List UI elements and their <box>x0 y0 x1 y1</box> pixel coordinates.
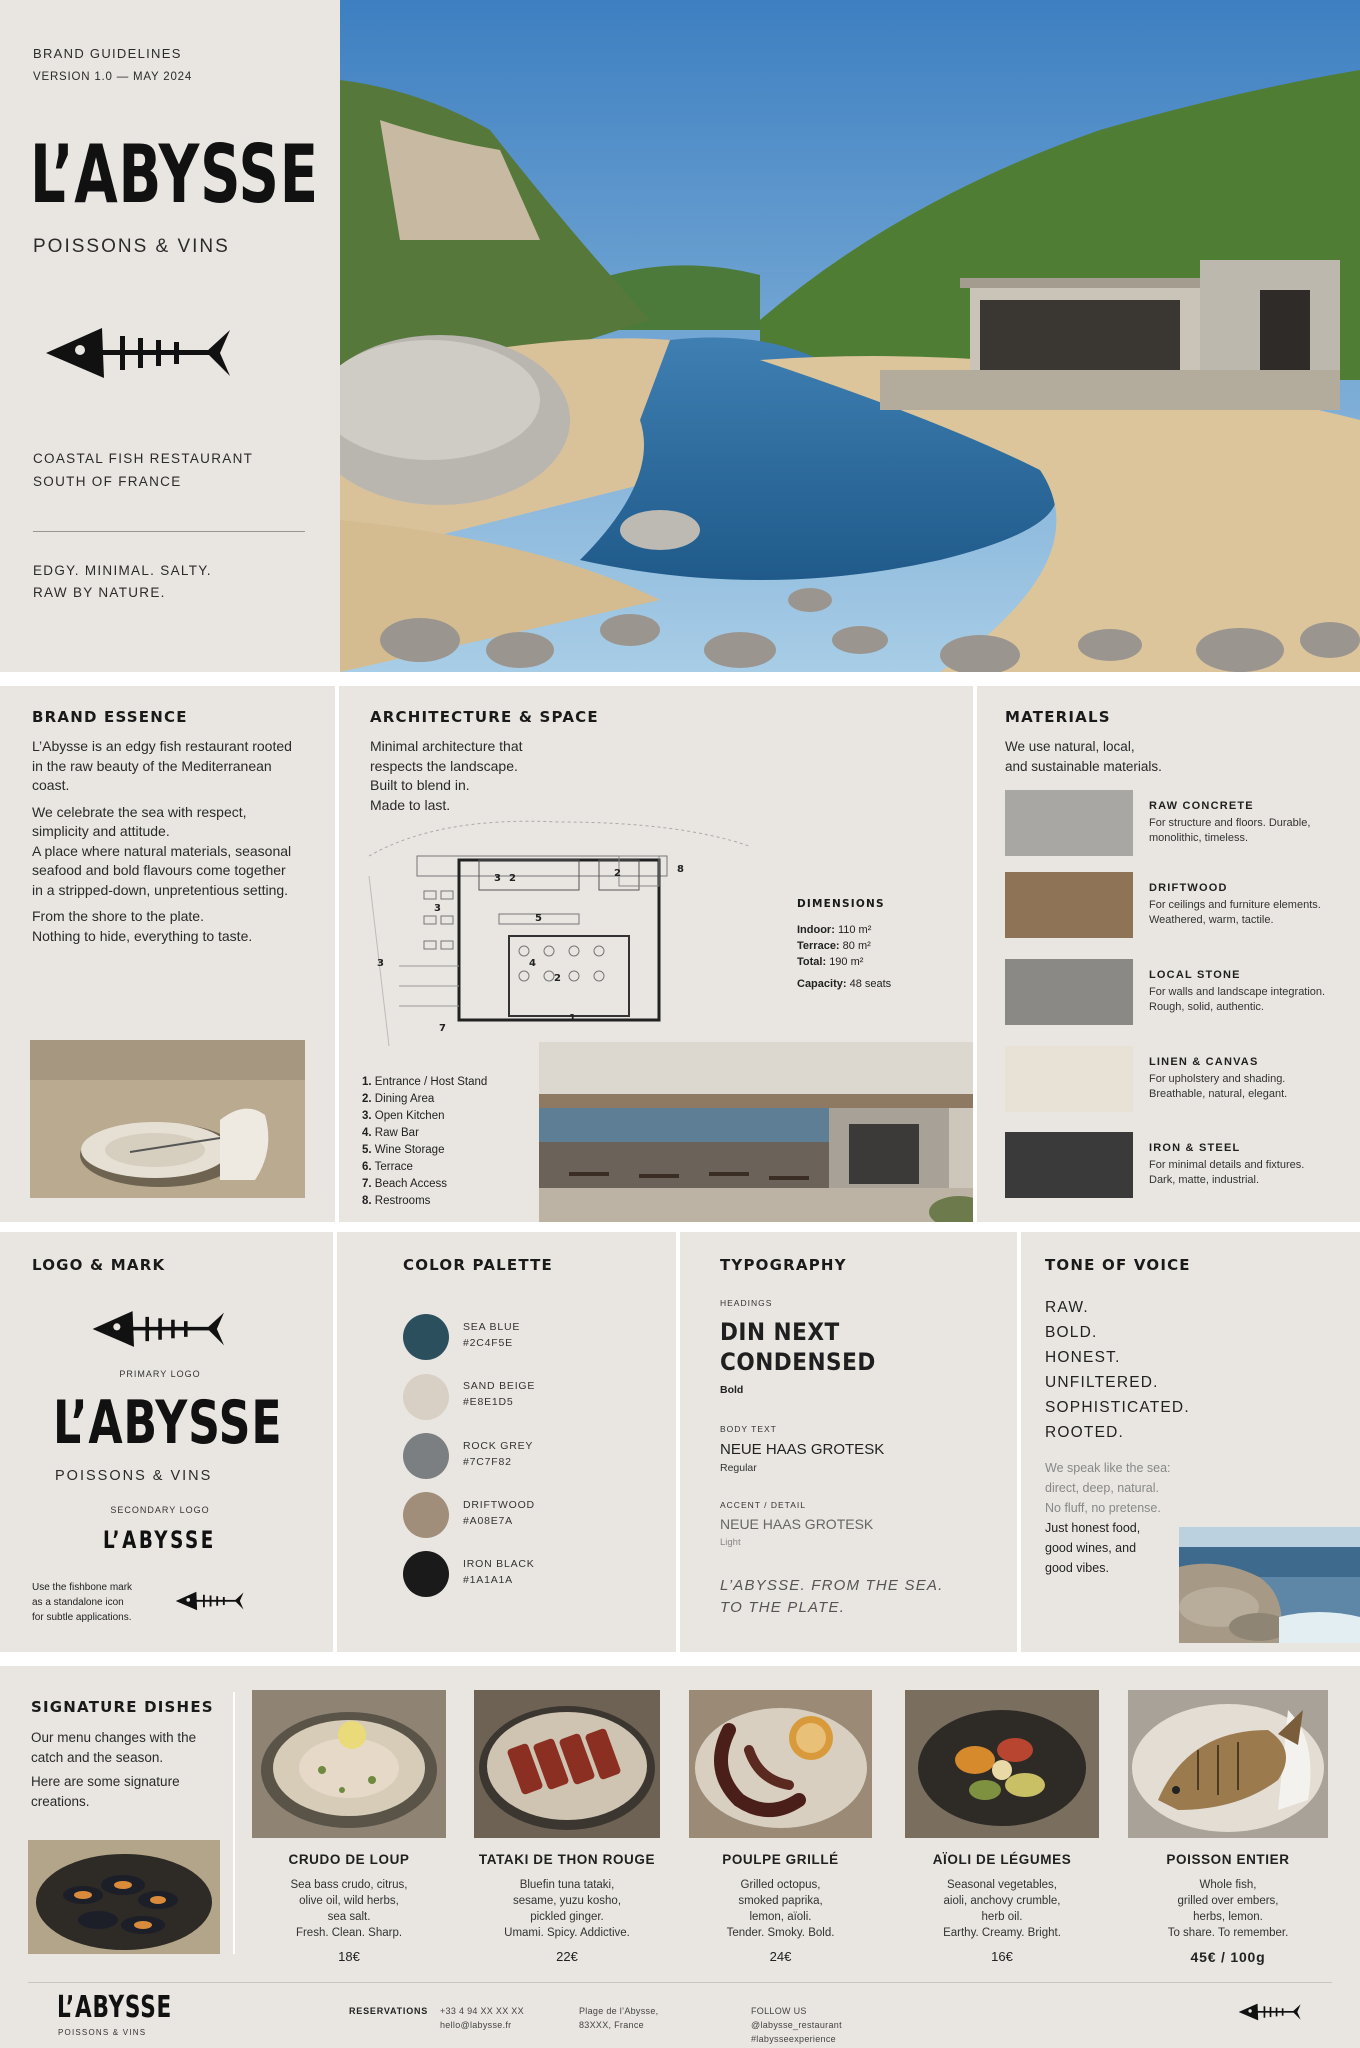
swatch-hex: #E8E1D5 <box>463 1396 514 1408</box>
body-weight: Regular <box>720 1462 757 1474</box>
footer-wordmark: L’ABYSSE <box>57 1990 173 2025</box>
swatch-iron-black <box>403 1551 449 1597</box>
svg-text:8: 8 <box>677 864 684 875</box>
hero-desc-line2: SOUTH OF FRANCE <box>33 474 182 489</box>
dish-card-whole-fish <box>1128 1838 1328 1965</box>
hero-landscape-photo <box>340 0 1360 672</box>
swatch-name: DRIFTWOOD <box>463 1499 535 1511</box>
fishbone-icon <box>44 318 234 388</box>
tone-dark-line: Just honest food, <box>1045 1521 1141 1535</box>
dish-name: POULPE GRILLÉ <box>722 1852 839 1867</box>
svg-text:5: 5 <box>535 913 542 924</box>
material-local-stone <box>1005 959 1326 1025</box>
capacity-label: Capacity: <box>797 978 847 990</box>
material-name: RAW CONCRETE <box>1149 800 1254 812</box>
tone-light-text <box>1045 1458 1171 1518</box>
legend-item: 6. Terrace <box>362 1161 413 1173</box>
driftwood-swatch <box>1005 872 1133 938</box>
arch-line-3: Built to blend in. <box>370 777 470 793</box>
tone-word: SOPHISTICATED. <box>1045 1399 1190 1416</box>
material-linen-canvas <box>1005 1046 1315 1112</box>
swatch-hex: #A08E7A <box>463 1515 513 1527</box>
svg-text:7: 7 <box>439 1023 446 1034</box>
linen-canvas-swatch <box>1005 1046 1133 1112</box>
arch-line-4: Made to last. <box>370 796 451 813</box>
materials-intro <box>1005 737 1162 776</box>
hero-divider <box>33 531 305 532</box>
legend-item: 5. Wine Storage <box>362 1144 445 1156</box>
floor-plan <box>359 816 759 1056</box>
dish-card-octopus <box>689 1838 872 1964</box>
reservations-label: RESERVATIONS <box>349 2006 429 2016</box>
architecture-title: ARCHITECTURE & SPACE <box>370 708 599 726</box>
dish-name: TATAKI DE THON ROUGE <box>478 1852 656 1867</box>
dish-name: POISSON ENTIER <box>1166 1852 1290 1867</box>
primary-logo-label: PRIMARY LOGO <box>119 1369 201 1379</box>
materials-intro-line2: and sustainable materials. <box>1005 758 1162 774</box>
hero-subtitle: POISSONS & VINS <box>33 236 230 257</box>
standalone-icon-note <box>32 1580 132 1625</box>
palette-title: COLOR PALETTE <box>403 1256 553 1274</box>
total-dimension <box>797 954 891 970</box>
brand-essence-panel <box>0 686 335 1222</box>
tone-word: RAW. <box>1045 1299 1089 1316</box>
materials-intro-line1: We use natural, local, <box>1005 739 1135 754</box>
tone-dark-line: good vibes. <box>1045 1561 1109 1575</box>
mussels-photo <box>28 1840 220 1954</box>
fishbone-footer-icon <box>1238 2000 1302 2024</box>
dishes-intro-line1: Our menu changes with the catch and the season. <box>31 1730 197 1765</box>
instagram-handle[interactable]: @labysse_restaurant <box>751 2020 842 2030</box>
swatch-name: SAND BEIGE <box>463 1380 536 1392</box>
hero-desc-line1: COASTAL FISH RESTAURANT <box>33 451 254 466</box>
dish-octopus-photo <box>689 1690 872 1838</box>
materials-panel <box>977 686 1360 1222</box>
fishbone-small-icon <box>175 1588 245 1614</box>
material-name: DRIFTWOOD <box>1149 882 1228 894</box>
version-label: VERSION 1.0 — MAY 2024 <box>33 71 193 83</box>
dish-description: Sea bass crudo, citrus, olive oil, wild herbs, sea salt. Fresh. Clean. Sharp. <box>290 1879 408 1939</box>
dishes-title: SIGNATURE DISHES <box>31 1698 214 1716</box>
essence-p4: From the shore to the plate. <box>32 908 204 924</box>
headings-label: HEADINGS <box>720 1298 773 1308</box>
typography-title: TYPOGRAPHY <box>720 1256 847 1274</box>
total-label: Total: <box>797 956 827 968</box>
dish-price: 24€ <box>769 1949 792 1964</box>
dishes-intro-line2: Here are some signature creations. <box>31 1774 180 1809</box>
dish-description: Whole fish, grilled over embers, herbs, lemon. To share. To remember. <box>1167 1879 1289 1939</box>
capacity <box>797 976 891 992</box>
plate-sand-photo <box>30 1040 305 1198</box>
material-iron-steel <box>1005 1132 1315 1198</box>
indoor-dimension <box>797 922 891 938</box>
legend-item: 3. Open Kitchen <box>362 1110 445 1122</box>
follow-label: FOLLOW US <box>751 2006 807 2016</box>
tone-light-line: direct, deep, natural. <box>1045 1481 1159 1495</box>
phone-number[interactable]: +33 4 94 XX XX XX <box>440 2006 524 2016</box>
accent-label: ACCENT / DETAIL <box>720 1500 807 1510</box>
dimensions-block <box>797 896 891 992</box>
dish-name: AÏOLI DE LÉGUMES <box>932 1852 1072 1867</box>
svg-text:4: 4 <box>529 958 536 969</box>
essence-p5: Nothing to hide, everything to taste. <box>32 927 253 944</box>
logo-panel <box>0 1232 333 1652</box>
essence-p3: A place where natural materials, seasonal seafood and bold flavours come together in a stripped-down, unpretentious setting. <box>32 842 292 898</box>
svg-text:2: 2 <box>509 873 516 884</box>
tone-of-voice-panel <box>1021 1232 1360 1652</box>
indoor-label: Indoor: <box>797 924 835 936</box>
arch-line-2: respects the landscape. <box>370 757 518 774</box>
note-line2: as a standalone icon <box>32 1597 124 1608</box>
body-font: NEUE HAAS GROTESK <box>720 1441 885 1458</box>
capacity-value: 48 seats <box>849 978 892 990</box>
brand-kicker: BRAND GUIDELINES <box>33 46 182 61</box>
local-stone-swatch <box>1005 959 1133 1025</box>
dishes-intro <box>31 1728 206 1811</box>
dish-price: 22€ <box>556 1949 578 1964</box>
swatch-hex: #7C7F82 <box>463 1456 512 1468</box>
dish-name: CRUDO DE LOUP <box>288 1852 410 1867</box>
dish-price: 18€ <box>338 1949 360 1964</box>
legend-item: 4. Raw Bar <box>362 1127 419 1139</box>
tone-dark-text <box>1045 1518 1140 1578</box>
secondary-wordmark: L’ABYSSE <box>103 1526 216 1554</box>
essence-p2: We celebrate the sea with respect, simplicity and attitude. <box>32 803 247 839</box>
legend-item: 2. Dining Area <box>362 1093 435 1105</box>
swatch-name: SEA BLUE <box>463 1321 521 1333</box>
material-driftwood <box>1005 872 1321 938</box>
accent-font: NEUE HAAS GROTESK <box>720 1516 874 1532</box>
hero-tagline-line2: RAW BY NATURE. <box>33 585 166 600</box>
brand-essence-title: BRAND ESSENCE <box>32 708 188 726</box>
primary-wordmark: L’ABYSSE <box>53 1388 283 1458</box>
dish-description: Grilled octopus, smoked paprika, lemon, aïoli. Tender. Smoky. Bold. <box>726 1879 835 1939</box>
secondary-logo-label: SECONDARY LOGO <box>110 1505 210 1515</box>
legend-item: 8. Restrooms <box>362 1195 431 1207</box>
footer-top-rule <box>28 1982 1332 1983</box>
hero-wordmark: L’ABYSSE <box>30 128 319 221</box>
terrace-label: Terrace: <box>797 940 840 952</box>
floor-plan-legend <box>362 1074 487 1210</box>
dish-price: 16€ <box>991 1949 1013 1964</box>
dish-card-crudo <box>252 1838 446 1964</box>
body-text-label: BODY TEXT <box>720 1424 777 1434</box>
color-palette-panel <box>337 1232 676 1652</box>
dish-description: Bluefin tuna tataki, sesame, yuzu kosho, pickled ginger. Umami. Spicy. Addictive. <box>504 1879 630 1939</box>
dish-tataki-photo <box>474 1690 660 1838</box>
brand-quote-line1: L’ABYSSE. FROM THE SEA. <box>720 1577 944 1594</box>
legend-item: 7. Beach Access <box>362 1178 448 1190</box>
tone-words <box>1045 1295 1190 1445</box>
architecture-panel <box>339 686 973 1222</box>
svg-text:2: 2 <box>614 868 621 879</box>
headings-font-line2: CONDENSED <box>720 1348 876 1376</box>
iron-steel-swatch <box>1005 1132 1133 1198</box>
architecture-intro <box>370 737 523 815</box>
swatch-sea-blue <box>403 1314 449 1360</box>
svg-text:1: 1 <box>569 1013 576 1024</box>
note-line1: Use the fishbone mark <box>32 1582 133 1593</box>
tone-light-line: No fluff, no pretense. <box>1045 1501 1161 1515</box>
swatch-name: IRON BLACK <box>463 1558 535 1570</box>
dish-aioli-photo <box>905 1690 1099 1838</box>
svg-text:2: 2 <box>554 973 561 984</box>
material-name: LOCAL STONE <box>1149 969 1241 981</box>
dish-card-aioli <box>905 1838 1099 1964</box>
hero-sidebar <box>0 0 340 672</box>
material-desc: For walls and landscape integration. Rough, solid, authentic. <box>1149 986 1326 1013</box>
address-line1: Plage de l’Abysse, <box>579 2006 659 2016</box>
headings-weight: Bold <box>720 1384 744 1396</box>
dishes-divider <box>233 1692 235 1954</box>
tone-title: TONE OF VOICE <box>1045 1256 1191 1274</box>
typography-panel <box>680 1232 1017 1652</box>
tone-dark-line: good wines, and <box>1045 1541 1137 1555</box>
address-line2: 83XXX, France <box>579 2020 644 2030</box>
primary-subtitle: POISSONS & VINS <box>55 1468 213 1484</box>
svg-text:3: 3 <box>434 903 441 914</box>
material-desc: For upholstery and shading. Breathable, natural, elegant. <box>1149 1073 1288 1100</box>
raw-concrete-swatch <box>1005 790 1133 856</box>
terrace-dimension <box>797 938 891 954</box>
essence-p1: L’Abysse is an edgy fish restaurant rooted in the raw beauty of the Mediterranean coast. <box>32 738 292 793</box>
headings-font-line1: DIN NEXT <box>720 1318 840 1346</box>
footer-subtitle: POISSONS & VINS <box>58 2028 147 2037</box>
dish-crudo-photo <box>252 1690 446 1838</box>
terrace-value: 80 m² <box>842 940 871 952</box>
dish-price: 45€ / 100g <box>1190 1949 1266 1965</box>
tone-word: BOLD. <box>1045 1324 1098 1341</box>
svg-text:3: 3 <box>494 873 501 884</box>
material-raw-concrete <box>1005 790 1315 856</box>
swatch-sand-beige <box>403 1374 449 1420</box>
tone-word: HONEST. <box>1045 1349 1121 1366</box>
hero-tagline-line1: EDGY. MINIMAL. SALTY. <box>33 563 212 578</box>
material-desc: For ceilings and furniture elements. Weathered, warm, tactile. <box>1149 899 1321 926</box>
legend-item: 1. Entrance / Host Stand <box>362 1076 488 1088</box>
swatch-hex: #1A1A1A <box>463 1574 513 1586</box>
total-value: 190 m² <box>829 956 864 968</box>
logo-title: LOGO & MARK <box>32 1256 166 1274</box>
brand-essence-text <box>32 737 297 946</box>
rocky-coast-photo <box>1179 1527 1360 1643</box>
dish-card-tataki <box>474 1838 660 1964</box>
dish-description: Seasonal vegetables, aioli, anchovy crumble, herb oil. Earthy. Creamy. Bright. <box>943 1879 1061 1939</box>
dish-whole-fish-photo <box>1128 1690 1328 1838</box>
brand-quote-line2: TO THE PLATE. <box>720 1599 846 1616</box>
hashtag: #labysseexperience <box>751 2034 836 2044</box>
footer <box>0 1978 1360 2048</box>
accent-weight: Light <box>720 1537 741 1548</box>
email-link[interactable]: hello@labysse.fr <box>440 2020 512 2030</box>
fishbone-icon <box>89 1304 229 1354</box>
indoor-value: 110 m² <box>837 924 872 936</box>
swatch-hex: #2C4F5E <box>463 1337 513 1349</box>
tone-light-line: We speak like the sea: <box>1045 1461 1171 1475</box>
note-line3: for subtle applications. <box>32 1612 132 1623</box>
swatch-name: ROCK GREY <box>463 1440 534 1452</box>
svg-text:3: 3 <box>377 958 384 969</box>
terrace-building-photo <box>539 1042 973 1222</box>
arch-line-1: Minimal architecture that <box>370 738 523 754</box>
material-desc: For structure and floors. Durable, monolithic, timeless. <box>1149 817 1311 844</box>
tone-word: UNFILTERED. <box>1045 1374 1159 1391</box>
material-name: IRON & STEEL <box>1149 1142 1241 1154</box>
materials-title: MATERIALS <box>1005 708 1111 726</box>
tone-word: ROOTED. <box>1045 1424 1125 1441</box>
swatch-rock-grey <box>403 1433 449 1479</box>
material-desc: For minimal details and fixtures. Dark, matte, industrial. <box>1149 1159 1305 1186</box>
swatch-driftwood <box>403 1492 449 1538</box>
dimensions-title: DIMENSIONS <box>797 898 885 910</box>
material-name: LINEN & CANVAS <box>1149 1056 1259 1068</box>
